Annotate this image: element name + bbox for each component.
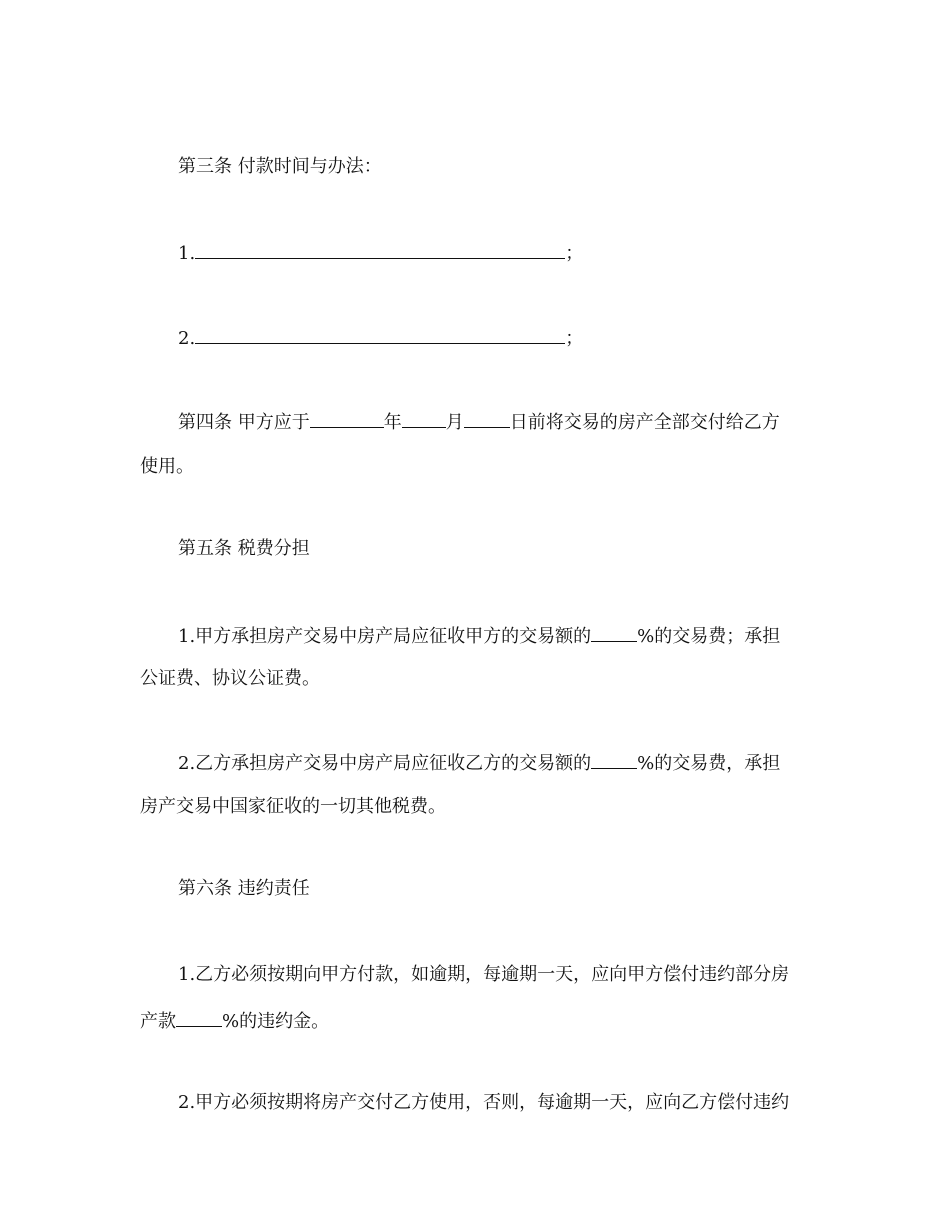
article-4-tail: 日前将交易的房产全部交付给乙方 <box>509 412 780 433</box>
item-1-number: 1. <box>178 243 196 264</box>
fill-blank <box>195 326 565 344</box>
para-1-text-b: %的交易费；承担 <box>637 626 781 647</box>
para-2-cont: 房产交易中国家征收的一切其他税费。 <box>140 796 446 817</box>
para-1-text: 1.乙方必须按期向甲方付款，如逾期，每逾期一天，应向甲方偿付违约部分房 <box>178 964 790 985</box>
year-blank <box>310 410 384 428</box>
item-1-punct: ； <box>565 243 584 264</box>
article-6-para-2 <box>178 1092 789 1114</box>
para-2-text: 2.甲方必须按期将房产交付乙方使用，否则，每逾期一天，应向乙方偿付违约 <box>178 1092 790 1113</box>
para-1-text-a: 1.甲方承担房产交易中房产局应征收甲方的交易额的 <box>178 626 592 647</box>
article-5-para-1 <box>178 624 780 648</box>
para-1-cont-a: 产款 <box>140 1011 176 1032</box>
day-blank <box>464 410 510 428</box>
article-4-cont: 使用。 <box>140 456 194 477</box>
article-4-line-1 <box>178 410 780 434</box>
article-4-prefix: 第四条 甲方应于 <box>178 412 310 433</box>
article-4-line-2 <box>140 456 194 478</box>
article-3-heading <box>178 156 382 178</box>
article-6-heading <box>178 878 310 900</box>
year-label: 年 <box>383 412 402 433</box>
article-5-heading <box>178 538 310 560</box>
article-5-para-2 <box>178 751 780 775</box>
article-3-item-2 <box>178 326 583 350</box>
article-6-title: 第六条 违约责任 <box>178 878 310 899</box>
percent-blank <box>176 1009 222 1027</box>
percent-blank <box>591 751 637 769</box>
para-2-text-b: %的交易费，承担 <box>637 753 781 774</box>
article-5-para-1-cont <box>140 668 320 690</box>
para-2-text-a: 2.乙方承担房产交易中房产局应征收乙方的交易额的 <box>178 753 592 774</box>
fill-blank <box>195 241 565 259</box>
item-2-punct: ； <box>565 328 584 349</box>
article-3-title: 第三条 付款时间与办法： <box>178 156 382 177</box>
para-1-cont: 公证费、协议公证费。 <box>140 668 320 689</box>
article-6-para-1-cont <box>140 1009 329 1033</box>
article-6-para-1 <box>178 964 789 986</box>
month-blank <box>402 410 446 428</box>
para-1-cont-b: %的违约金。 <box>222 1011 330 1032</box>
item-2-number: 2. <box>178 328 196 349</box>
article-5-para-2-cont <box>140 796 446 818</box>
article-5-title: 第五条 税费分担 <box>178 538 310 559</box>
percent-blank <box>591 624 637 642</box>
article-3-item-1 <box>178 241 583 265</box>
month-label: 月 <box>445 412 464 433</box>
